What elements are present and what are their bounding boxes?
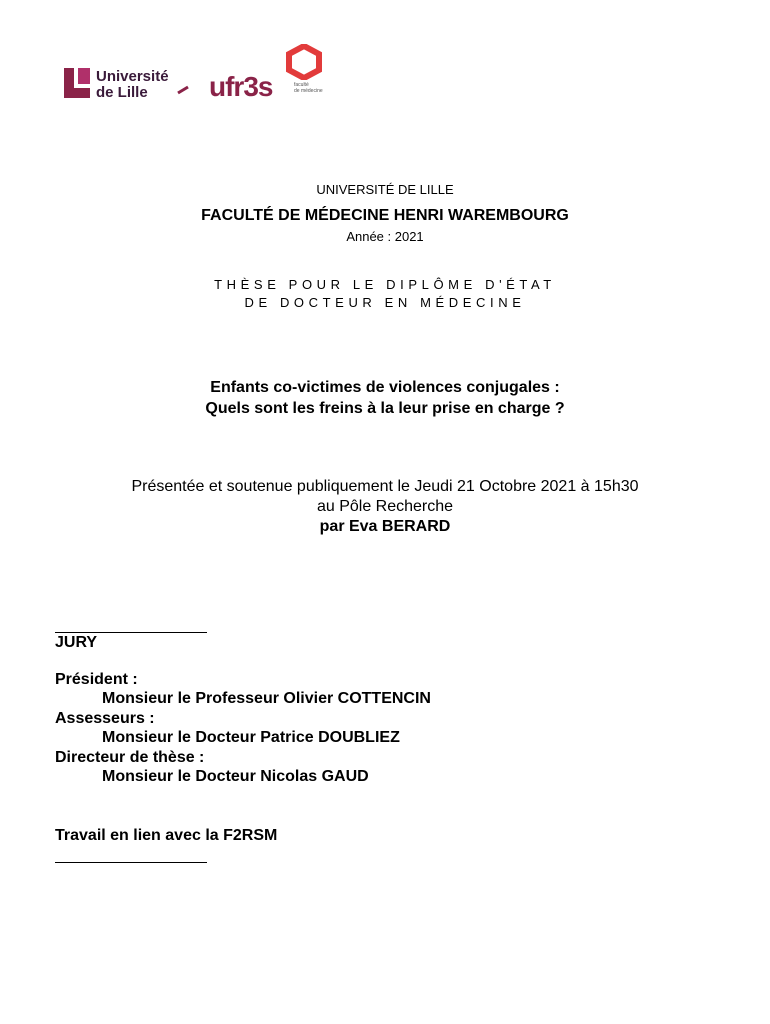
logo-separator-icon xyxy=(176,82,190,100)
jury-heading: JURY xyxy=(55,634,98,651)
ulille-logo-line1: Université xyxy=(96,68,169,85)
ufr3s-hexagon-icon xyxy=(285,44,323,80)
universite-de-lille-logo xyxy=(62,66,177,106)
thesis-line-2: DE DOCTEUR EN MÉDECINE xyxy=(244,295,526,310)
presentation-line-1: Présentée et soutenue publiquement le Jeudi 21 Octobre 2021 à 15h30 xyxy=(131,478,639,495)
ufr3s-sub1: faculté xyxy=(294,82,309,88)
thesis-title-line-2: Quels sont les freins à la leur prise en charge ? xyxy=(205,400,565,417)
director-name: Monsieur le Docteur Nicolas GAUD xyxy=(102,768,369,785)
ufr3s-sub2: de médecine xyxy=(294,88,323,94)
director-label: Directeur de thèse : xyxy=(55,749,205,766)
ufr3s-logo xyxy=(207,44,332,104)
ulille-logo-line2: de Lille xyxy=(96,84,148,101)
assessor-name: Monsieur le Docteur Patrice DOUBLIEZ xyxy=(102,729,400,746)
f2rsm-note: Travail en lien avec la F2RSM xyxy=(55,827,278,844)
thesis-line-1: THÈSE POUR LE DIPLÔME D'ÉTAT xyxy=(214,277,556,292)
universite-de-lille-emblem-icon xyxy=(62,66,92,100)
assessors-label: Assesseurs : xyxy=(55,710,155,727)
ufr3s-wordmark: ufr3s xyxy=(209,71,273,102)
presentation-line-2: au Pôle Recherche xyxy=(316,498,454,515)
faculty-name: FACULTÉ DE MÉDECINE HENRI WAREMBOURG xyxy=(201,207,569,224)
year: Année : 2021 xyxy=(346,229,424,244)
university-name: UNIVERSITÉ DE LILLE xyxy=(316,182,454,197)
divider-bottom xyxy=(55,862,207,863)
thesis-title-line-1: Enfants co-victimes de violences conjugales : xyxy=(210,379,560,396)
president-label: Président : xyxy=(55,671,138,688)
author: par Eva BERARD xyxy=(319,518,451,535)
president-name: Monsieur le Professeur Olivier COTTENCIN xyxy=(102,690,431,707)
divider-top xyxy=(55,632,207,633)
